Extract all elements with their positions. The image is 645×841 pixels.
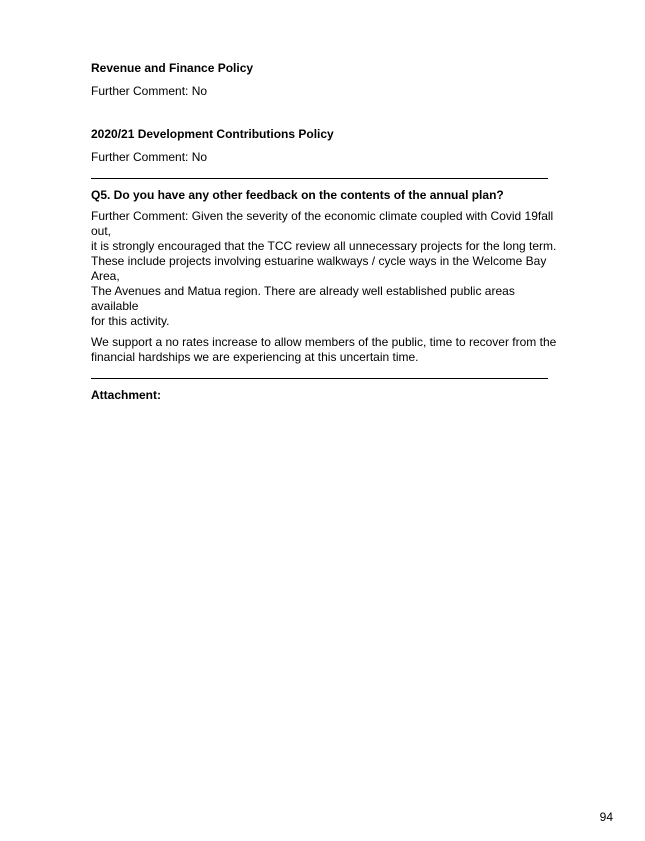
- q5-support-line: We support a no rates increase to allow members of the public, time to recover from the: [91, 335, 557, 349]
- q5-comment-line: These include projects involving estuarine walkways / cycle ways in the Welcome Bay Area,: [91, 254, 547, 283]
- question-q5: Q5. Do you have any other feedback on the contents of the annual plan?: [91, 188, 504, 202]
- q5-comment-line: Further Comment: Given the severity of the economic climate coupled with Covid 19fall out,: [91, 209, 554, 238]
- section-heading-revenue-policy: Revenue and Finance Policy: [91, 61, 254, 75]
- q5-comment-line: it is strongly encouraged that the TCC review all unnecessary projects for the long term.: [91, 239, 557, 253]
- q5-comment-line: The Avenues and Matua region. There are already well established public areas available: [91, 284, 515, 313]
- q5-comment-line: for this activity.: [91, 314, 170, 328]
- section-heading-dev-contributions: 2020/21 Development Contributions Policy: [91, 127, 334, 141]
- section-divider: [91, 378, 548, 379]
- q5-support-paragraph: [91, 335, 561, 365]
- q5-support-line: financial hardships we are experiencing at this uncertain time.: [91, 350, 419, 364]
- page-number: 94: [599, 810, 613, 824]
- attachment-label: Attachment:: [91, 388, 162, 402]
- revenue-policy-comment: Further Comment: No: [91, 84, 208, 98]
- q5-comment-paragraph: [91, 209, 561, 329]
- page-content: [91, 61, 561, 403]
- dev-contributions-comment: Further Comment: No: [91, 150, 208, 164]
- section-divider: [91, 178, 548, 179]
